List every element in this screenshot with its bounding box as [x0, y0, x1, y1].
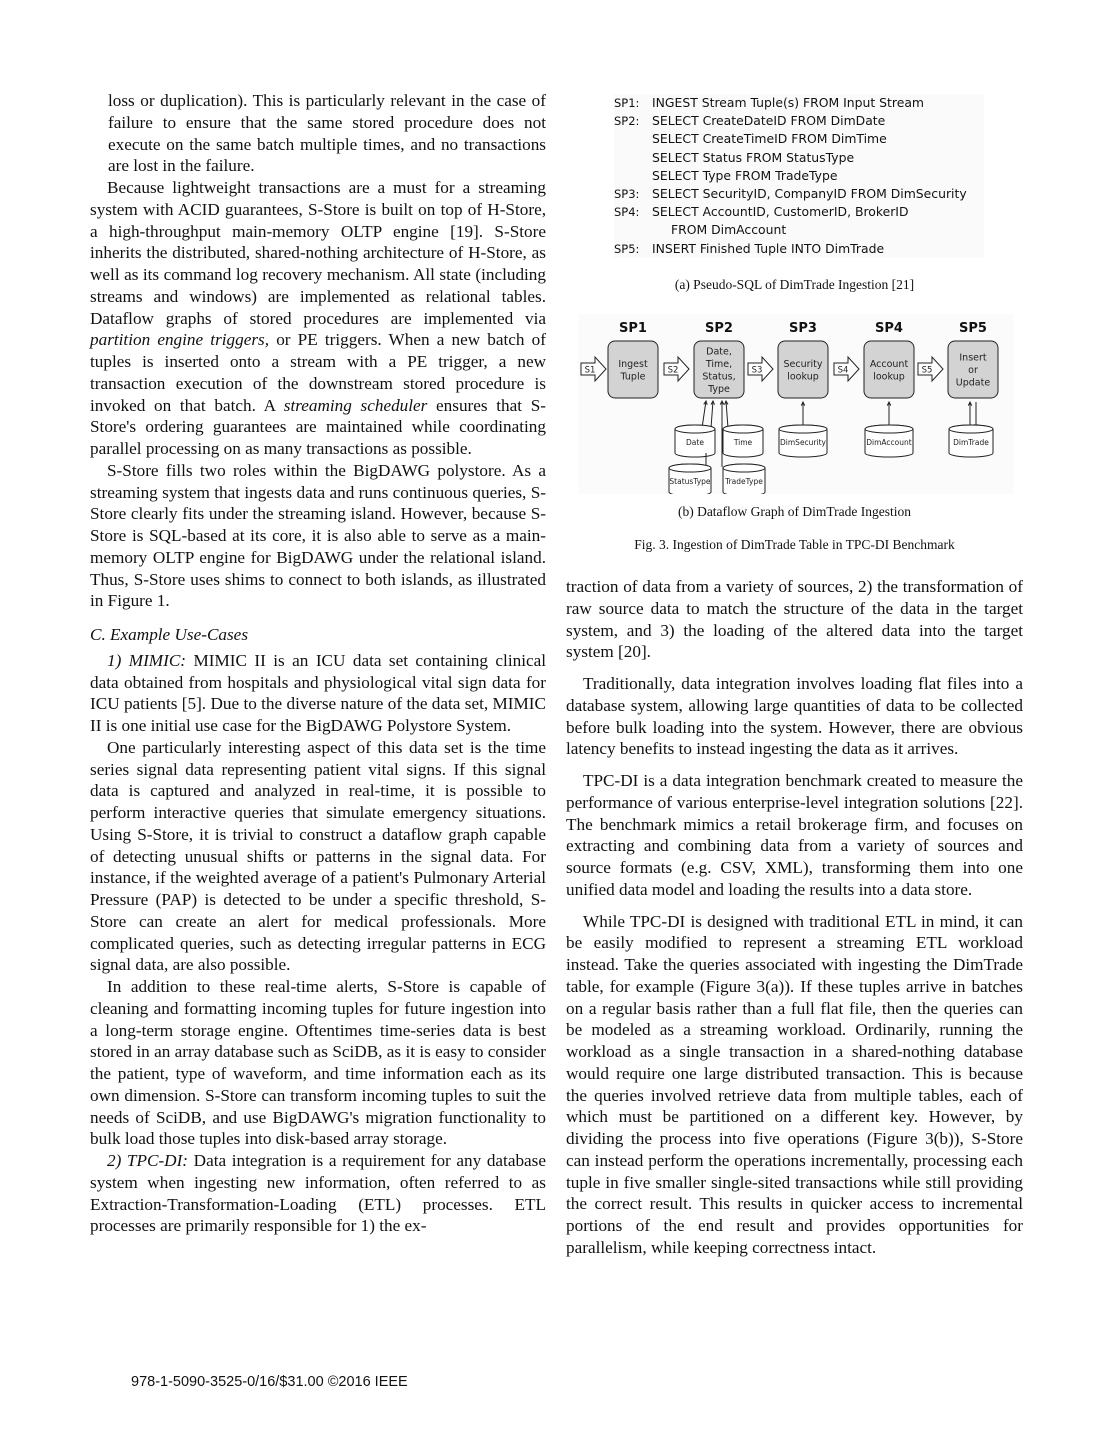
- arrow-statustype-to-sp2: [711, 401, 713, 428]
- procedure-label: Date,: [706, 346, 732, 358]
- paragraph-mimic-signals: One particularly interesting aspect of this data set is the time series signal data representing patient vital signs. If this signal data is captured and analyzed in real-time, it is possible to perform interactive queries that simulate emergency situations. Using S-Store, it is trivial to construct a dataflow graph capable of detecting unusual shifts or patterns in the signal data. For instance, if the weighted average of a patient's Pulmonary Arterial Pressure (PAP) is detected to be under a specific threshold, S-Store can create an alert for medical professionals. More complicated queries, such as detecting irregular patterns in ECG signal data, are also possible.: [90, 737, 546, 975]
- sql-line-text: SELECT SecurityID, CompanyID FROM DimSecurity: [652, 186, 967, 202]
- paragraph-mimic-scidb: In addition to these real-time alerts, S-Store is capable of cleaning and formatting incoming tuples for future ingestion into a long-term storage engine. Oftentimes time-series data is best stored in an array database such as SciDB, as it is easy to consider the patient, type of waveform, and time information each as its own dimension. S-Store can transform incoming tuples to suit the needs of SciDB, and use BigDAWG's migration functionality to bulk load those tuples into disk-based array storage.: [90, 977, 546, 1149]
- sql-line-text: INSERT Finished Tuple INTO DimTrade: [652, 240, 885, 256]
- database-dimsecurity-cylinder-top: [779, 425, 827, 433]
- caption-a: (a) Pseudo-SQL of DimTrade Ingestion [21]: [674, 277, 915, 292]
- sql-line-text: SELECT Status FROM StatusType: [652, 149, 855, 165]
- paragraph-sstore-roles: S-Store fills two roles within the BigDAWG polystore. As a streaming system that ingests data and runs continuous queries, S-Store clearly fits under the streaming island. However, because S-Store is SQL-based at its core, it is also able to serve as a main-memory OLTP engine for BigDAWG under the relational island. Thus, S-Store uses shims to connect to both islands, as illustrated in Figure 1.: [90, 460, 546, 611]
- stream-label-s2: S2: [667, 365, 679, 376]
- sql-line: [614, 112, 984, 130]
- sql-line-label: [614, 167, 652, 185]
- stream-label-s1: S1: [584, 365, 596, 376]
- procedure-label: lookup: [873, 371, 905, 383]
- sql-line-text: SELECT CreateTimeID FROM DimTime: [652, 131, 887, 147]
- database-date-cylinder-top: [675, 425, 715, 433]
- procedure-title-sp1: SP1: [619, 321, 647, 336]
- database-tradetype-cylinder-top: [723, 464, 765, 472]
- sql-line-label: [614, 149, 652, 167]
- stream-label-s5: S5: [921, 365, 933, 376]
- dataflow-diagram: [578, 314, 1014, 494]
- paragraph-tpcdi-intro: 2) TPC-DI: Data integration is a requirement for any database system when ingesting new information, often referred to as Extraction-Transformation-Loading (ETL) processes. ETL processes are primarily responsible for 1) the ex-: [90, 1151, 546, 1236]
- database-dimaccount-label: DimAccount: [866, 438, 912, 447]
- sql-line-text: SELECT CreateDateID FROM DimDate: [652, 113, 886, 129]
- database-statustype-cylinder-top: [669, 464, 711, 472]
- database-statustype-label: StatusType: [669, 477, 711, 486]
- paragraph-traditional-integration: Traditionally, data integration involves loading flat files into a database system, allowing large quantities of data to be collected before bulk loading into the system. However, there are obvious latency benefits to instead ingesting the data as it arrives.: [566, 674, 1023, 759]
- sql-line-label: SP5:: [614, 241, 640, 256]
- paragraph-tpcdi-benchmark: TPC-DI is a data integration benchmark created to measure the performance of various enterprise-level integration solutions [22]. The benchmark mimics a retail brokerage firm, and focuses on extracting and combining data from a variety of sources and source formats (e.g. CSV, XML), transforming them into one unified data model and loading the results into a data store.: [566, 771, 1023, 899]
- stream-label-s3: S3: [751, 365, 763, 376]
- procedure-label: Security: [783, 358, 823, 370]
- sql-line-label: SP4:: [614, 205, 640, 220]
- sql-line-label: [614, 221, 652, 239]
- database-dimsecurity-label: DimSecurity: [780, 438, 826, 447]
- sql-line-text: SELECT Type FROM TradeType: [652, 167, 838, 183]
- procedure-title-sp3: SP3: [789, 321, 817, 336]
- sql-line: [614, 240, 984, 258]
- sql-line-text: INGEST Stream Tuple(s) FROM Input Stream: [652, 95, 924, 110]
- procedure-label: Ingest: [618, 358, 648, 370]
- procedure-label: Tuple: [620, 371, 646, 383]
- copyright-footer: 978-1-5090-3525-0/16/$31.00 ©2016 IEEE: [131, 1374, 408, 1390]
- left-column: [90, 90, 546, 1237]
- arrow-time-to-sp2: [726, 401, 728, 428]
- sql-line-label: [614, 130, 652, 148]
- sql-line: [614, 149, 984, 167]
- subsection-heading: C. Example Use-Cases: [90, 625, 249, 644]
- paragraph-etl-continuation: traction of data from a variety of sources, 2) the transformation of raw source data to match the structure of the data in the target system, and 3) the loading of the altered data into the target system [20].: [566, 577, 1023, 662]
- mimic-heading: 1) MIMIC:: [107, 650, 187, 670]
- sql-line: [614, 185, 984, 203]
- database-time-cylinder-top: [723, 425, 763, 433]
- database-tradetype-label: TradeType: [725, 477, 763, 486]
- sql-line: [614, 203, 984, 221]
- paragraph-quote-continuation: loss or duplication). This is particularly relevant in the case of failure to ensure that the same stored procedure does not execute on the same batch multiple times, and no transactions are lost in the failure.: [108, 91, 546, 176]
- sql-line-text: FROM DimAccount: [671, 222, 787, 238]
- procedure-label: Status,: [702, 371, 736, 383]
- procedure-title-sp5: SP5: [959, 321, 987, 336]
- database-date-label: Date: [686, 438, 704, 447]
- sql-line-label: SP3:: [614, 187, 640, 202]
- paragraph-sstore-hstore: Because lightweight transactions are a must for a streaming system with ACID guarantees, S-Store is built on top of H-Store, a high-throughput main-memory OLTP engine [19]. S-Store inherits the distributed, shared-nothing architecture of H-Store, as well as its command log recovery mechanism. All state (including streams and windows) are implemented as relational tables. Dataflow graphs of stored procedures are implemented via partition engine triggers, or PE triggers. When a new batch of tuples is inserted onto a stream with a PE trigger, a new transaction execution of the downstream stored procedure is invoked on that batch. A streaming scheduler ensures that S-Store's ordering guarantees are maintained while coordinating parallel processing on as many transactions as possible.: [90, 178, 546, 458]
- right-column: [566, 576, 1023, 1259]
- sql-line: [614, 130, 984, 148]
- paragraph-streaming-etl: While TPC-DI is designed with traditional ETL in mind, it can be easily modified to represent a streaming ETL workload instead. Take the queries associated with ingesting the DimTrade table, for example (Figure 3(a)). If these tuples arrive in batches on a regular basis rather than a full flat file, then the queries can be modeled as a streaming workload. Ordinarily, running the workload as a single transaction in a shared-nothing database would require one large distributed transaction. This is because the queries involved retrieve data from multiple tables, each of which must be partitioned on a different key. However, by dividing the process into five operations (Figure 3(b)), S-Store can instead perform the operations incrementally, processing each tuple in five smaller single-sited transactions while still providing the correct result. This results in quicker access to incremental portions of the end result and provides opportunities for parallelism, while keeping correctness intact.: [566, 911, 1023, 1257]
- emphasis-partition-engine-triggers: partition engine triggers,: [90, 330, 270, 350]
- procedure-label: Type: [708, 383, 730, 395]
- database-dimtrade-cylinder-top: [949, 425, 993, 433]
- sql-line-label: SP2:: [614, 114, 640, 129]
- procedure-label: Update: [955, 377, 991, 389]
- stream-label-s4: S4: [837, 365, 849, 376]
- emphasis-streaming-scheduler: streaming scheduler: [283, 395, 428, 415]
- procedure-title-sp4: SP4: [875, 321, 903, 336]
- database-dimtrade-label: DimTrade: [953, 438, 989, 447]
- sql-line: [614, 167, 984, 185]
- database-time-label: Time: [733, 438, 753, 447]
- paragraph-mimic-intro: 1) MIMIC: MIMIC II is an ICU data set containing clinical data obtained from hospitals and physiological vital sign data for ICU patients [5]. Due to the diverse nature of the data set, MIMIC II is one initial use case for the BigDAWG Polystore System.: [90, 650, 547, 735]
- procedure-title-sp2: SP2: [705, 321, 733, 336]
- sql-line-text: SELECT AccountID, CustomerID, BrokerID: [652, 204, 909, 220]
- sql-line: [614, 94, 984, 112]
- tpcdi-heading: 2) TPC-DI:: [107, 1151, 189, 1170]
- arrow-date-to-sp2: [702, 401, 706, 428]
- database-dimaccount-cylinder-top: [865, 425, 913, 433]
- sql-line: [614, 221, 984, 239]
- procedure-label: Account: [869, 358, 909, 370]
- procedure-label: Insert: [959, 352, 987, 364]
- caption-b: (b) Dataflow Graph of DimTrade Ingestion: [677, 504, 912, 519]
- sql-line-label: SP1:: [614, 96, 640, 110]
- dataflow-graph-svg: [578, 314, 1014, 494]
- figure-caption: Fig. 3. Ingestion of DimTrade Table in TPC-DI Benchmark: [634, 537, 955, 552]
- procedure-label: or: [968, 365, 978, 376]
- pseudo-sql-listing: [614, 94, 984, 258]
- procedure-label: lookup: [787, 371, 819, 383]
- procedure-label: Time,: [705, 358, 733, 370]
